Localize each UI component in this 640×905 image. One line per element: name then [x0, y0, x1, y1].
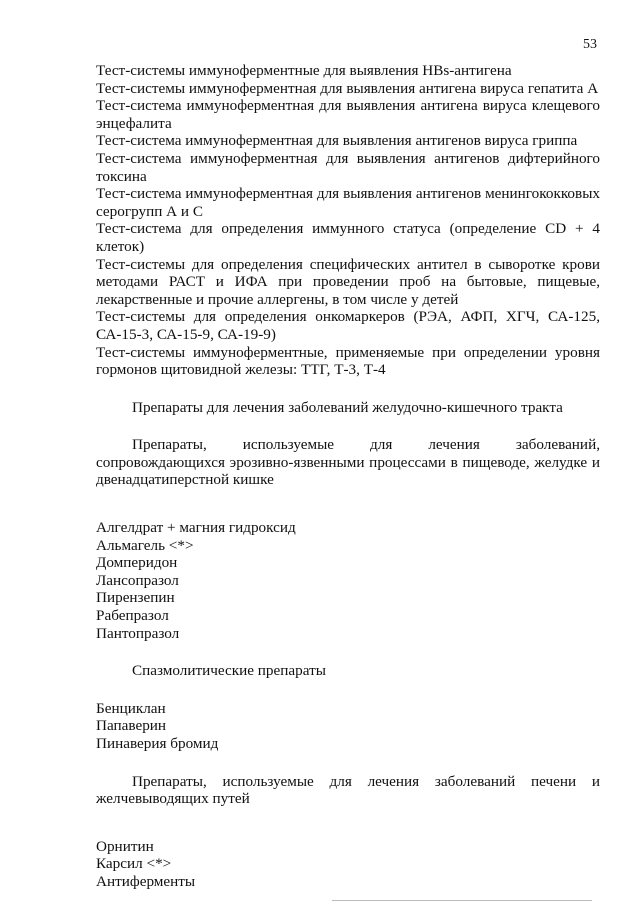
section-heading-spasmolytic: Спазмолитические препараты — [132, 662, 326, 680]
spasmolytic-drug-list — [96, 700, 600, 753]
list-item: Тест-системы иммуноферментная для выявления антигена вируса гепатита А — [96, 79, 599, 97]
section-intro-gi: Препараты, используемые для лечения заболеваний, сопровождающихся эрозивно-язвенными процессами в пищеводе, желудке и двенадцатиперстной кишке — [96, 436, 600, 489]
list-item: Тест-система иммуноферментная для выявления антигенов менингококковых серогрупп А и С — [96, 185, 600, 220]
list-item: Пирензепин — [96, 589, 175, 607]
list-item: Тест-системы иммуноферментные, применяемые при определении уровня гормонов щитовидной железы: ТТГ, Т-3, Т-4 — [96, 343, 600, 379]
list-item: Карсил <*> — [96, 855, 172, 873]
page-number: 53 — [583, 37, 597, 52]
bottom-divider — [332, 900, 592, 901]
list-item: Рабепразол — [96, 607, 169, 625]
list-item: Папаверин — [96, 717, 167, 735]
list-item: Тест-система для определения иммунного статуса (определение CD + 4 клеток) — [96, 220, 600, 255]
liver-drug-list — [96, 838, 600, 891]
section-intro-liver: Препараты, используемые для лечения заболеваний печени и желчевыводящих путей — [96, 772, 600, 808]
list-item: Тест-система иммуноферментная для выявления антигенов вируса гриппа — [96, 132, 578, 150]
gi-drug-list — [96, 519, 600, 642]
list-item: Домперидон — [96, 554, 178, 572]
list-item: Пантопразол — [96, 624, 180, 642]
list-item: Алгелдрат + магния гидроксид — [96, 519, 296, 537]
list-item: Тест-системы для определения специфических антител в сыворотке крови методами РАСТ и ИФА при проведении проб на бытовые, пищевые, лекарственные и прочие аллергены, в том числе у детей — [96, 255, 600, 308]
document-body — [96, 62, 600, 891]
list-item: Антиферменты — [96, 872, 196, 890]
list-item: Бенциклан — [96, 699, 166, 717]
list-item: Тест-система иммуноферментная для выявления антигена вируса клещевого энцефалита — [96, 97, 600, 132]
list-item: Тест-система иммуноферментная для выявления антигенов дифтерийного токсина — [96, 149, 600, 185]
list-item: Лансопразол — [96, 571, 179, 589]
test-systems-list — [96, 62, 600, 379]
list-item: Орнитин — [96, 837, 154, 855]
list-item: Тест-системы иммуноферментные для выявления HBs-антигена — [96, 62, 512, 79]
section-heading-gi: Препараты для лечения заболеваний желудочно-кишечного тракта — [132, 398, 563, 416]
list-item: Альмагель <*> — [96, 536, 194, 554]
list-item: Пинаверия бромид — [96, 735, 219, 752]
list-item: Тест-системы для определения онкомаркеров (РЭА, АФП, ХГЧ, СА-125, СА-15-3, СА-15-9, СА-19-9) — [96, 308, 600, 343]
